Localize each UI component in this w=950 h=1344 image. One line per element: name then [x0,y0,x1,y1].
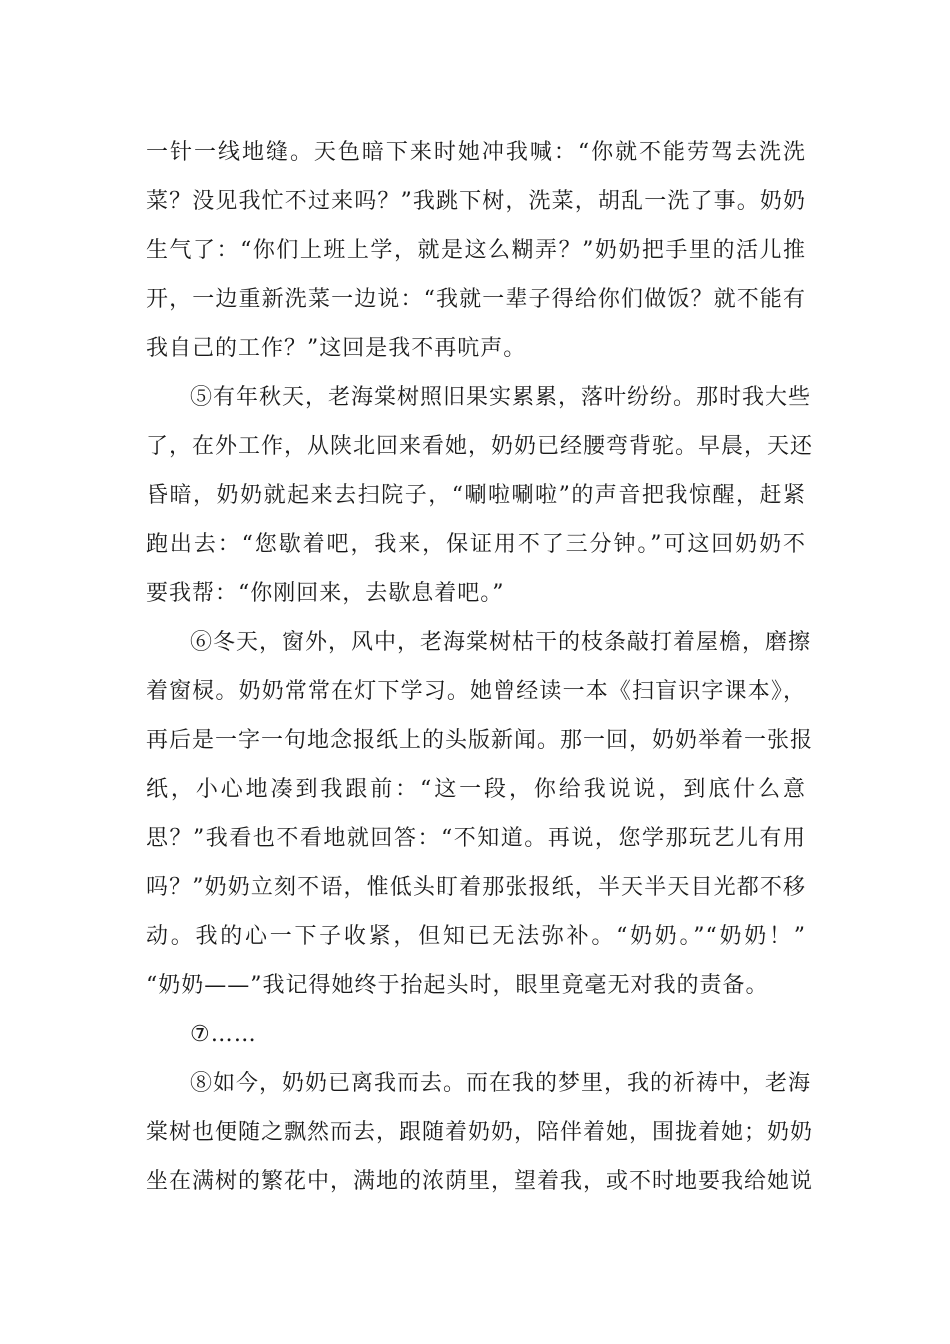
text-line: 生气了：“你们上班上学，就是这么糊弄？”奶奶把手里的活儿推 [146,238,806,263]
text-line: 坐在满树的繁花中，满地的浓荫里，望着我，或不时地要我给她说 [146,1169,814,1194]
text-line: 再后是一字一句地念报纸上的头版新闻。那一回，奶奶举着一张报 [146,728,814,753]
text-line: 着窗棂。奶奶常常在灯下学习。她曾经读一本《扫盲识字课本》， [146,679,806,704]
text-line: ⑧如今，奶奶已离我而去。而在我的梦里，我的祈祷中，老海 [190,1071,812,1096]
text-line: 纸，小心地凑到我跟前：“这一段，你给我说说，到底什么意 [146,777,806,802]
text-line: ⑥冬天，窗外，风中，老海棠树枯干的枝条敲打着屋檐，磨擦 [190,630,812,655]
text-line: 一针一线地缝。天色暗下来时她冲我喊：“你就不能劳驾去洗洗 [146,140,806,165]
text-line: 我自己的工作？”这回是我不再吭声。 [146,336,527,361]
text-line: 开，一边重新洗菜一边说：“我就一辈子得给你们做饭？就不能有 [146,287,806,312]
text-line: 菜？没见我忙不过来吗？”我跳下树，洗菜，胡乱一洗了事。奶奶 [146,189,806,214]
text-line: 动。我的心一下子收紧，但知已无法弥补。“奶奶。”“奶奶！” [146,924,806,949]
text-line: 棠树也便随之飘然而去，跟随着奶奶，陪伴着她，围拢着她；奶奶 [146,1120,814,1145]
text-line: 了，在外工作，从陕北回来看她，奶奶已经腰弯背驼。早晨，天还 [146,434,814,459]
text-line: 要我帮：“你刚回来，去歇息着吧。” [146,581,505,606]
text-line: 跑出去：“您歇着吧，我来，保证用不了三分钟。”可这回奶奶不 [146,532,806,557]
text-line: 昏暗，奶奶就起来去扫院子，“唰啦唰啦”的声音把我惊醒，赶紧 [146,483,806,508]
body-text [146,128,814,1206]
text-line: ⑦…… [190,1022,257,1047]
text-line: ⑤有年秋天，老海棠树照旧果实累累，落叶纷纷。那时我大些 [190,385,812,410]
text-line: 思？”我看也不看地就回答：“不知道。再说，您学那玩艺儿有用 [146,826,806,851]
text-line: 吗？”奶奶立刻不语，惟低头盯着那张报纸，半天半天目光都不移 [146,875,806,900]
text-line: “奶奶——”我记得她终于抬起头时，眼里竟毫无对我的责备。 [146,973,769,998]
